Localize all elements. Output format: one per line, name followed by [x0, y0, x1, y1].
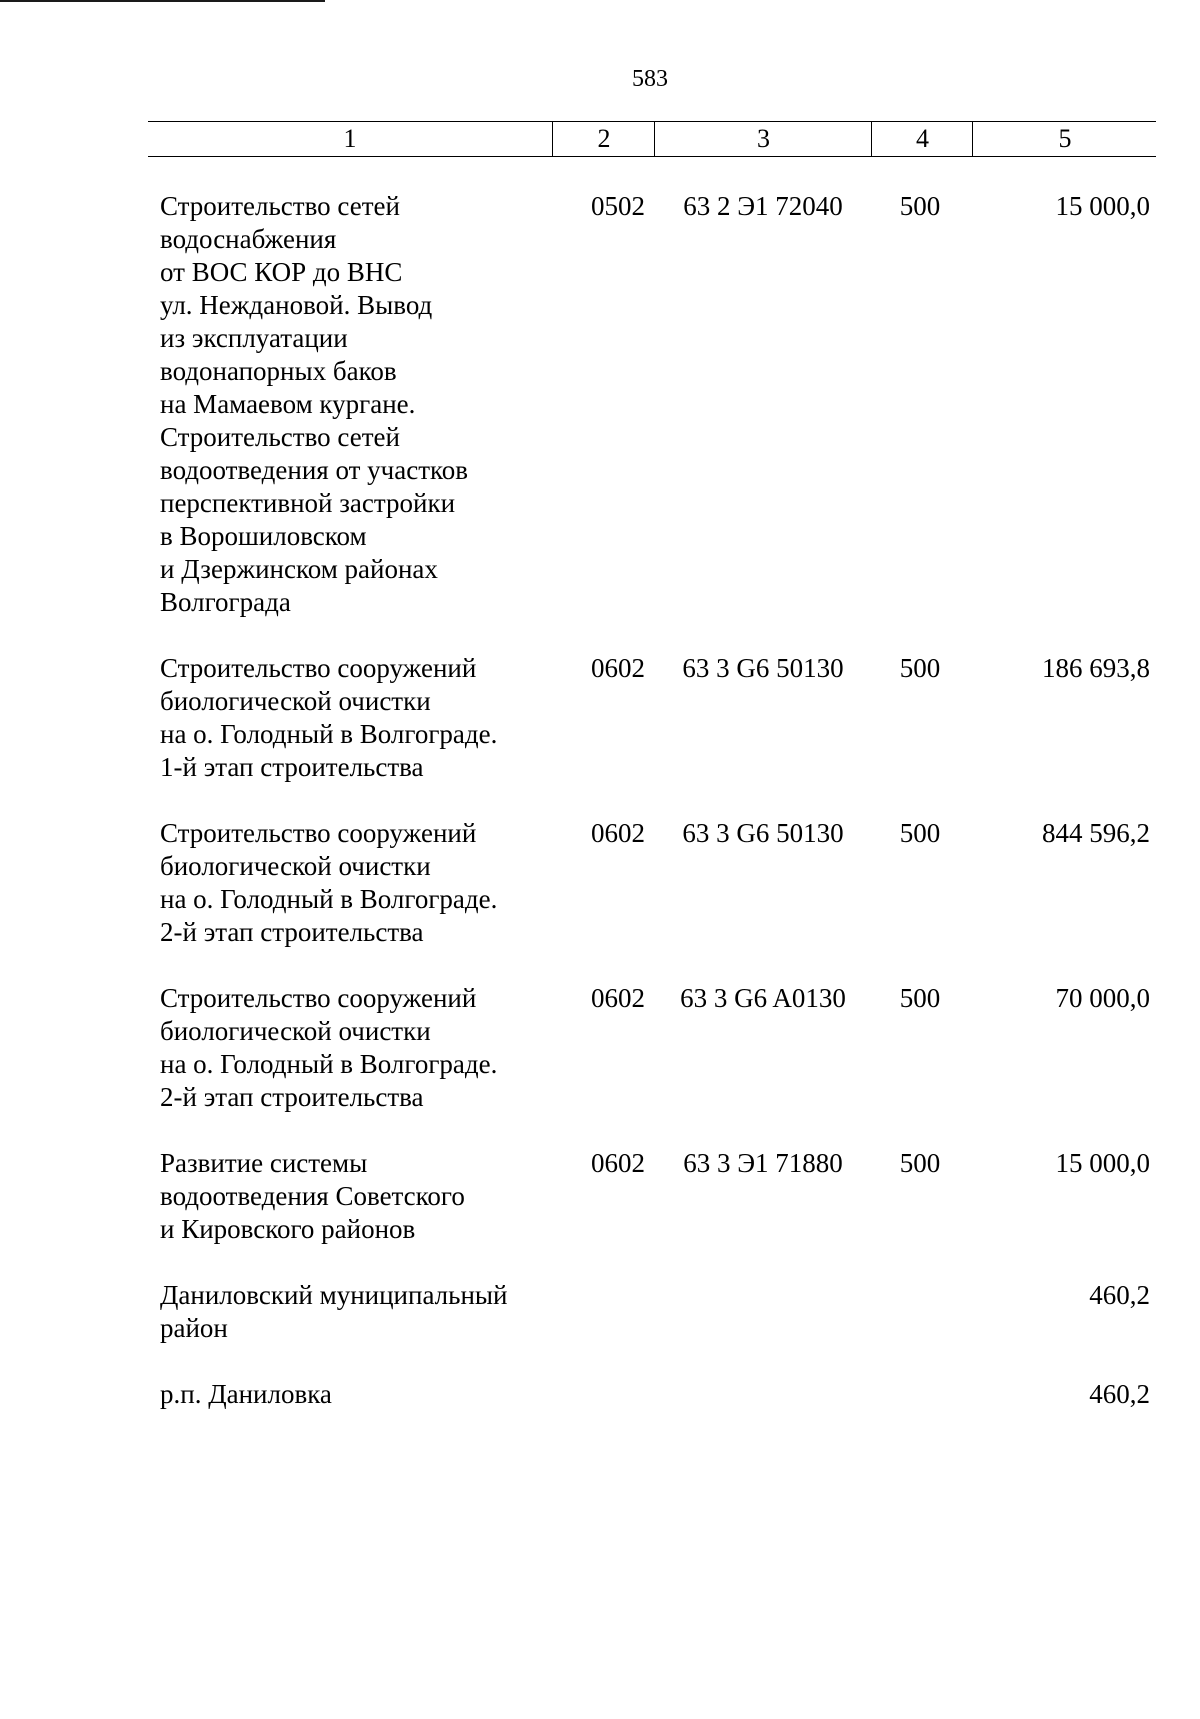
row-code: 63 3 G6 50130 — [682, 818, 844, 848]
row-code: 63 3 Э1 71880 — [683, 1148, 843, 1178]
row-name: Строительство сооружений биологической очистки на о. Голодный в Волгограде. 2-й этап строительства — [160, 818, 498, 947]
table-row — [160, 652, 1150, 784]
row-name: Строительство сооружений биологической очистки на о. Голодный в Волгограде. 1-й этап строительства — [160, 653, 498, 782]
column-header-5: 5 — [972, 122, 1157, 156]
row-code: 63 2 Э1 72040 — [683, 191, 843, 221]
column-header-1: 1 — [343, 124, 357, 153]
row-name: р.п. Даниловка — [160, 1379, 332, 1409]
row-section: 0602 — [591, 1148, 645, 1178]
row-amount: 844 596,2 — [1042, 818, 1150, 848]
table-row — [160, 817, 1150, 949]
page-number: 583 — [632, 66, 668, 92]
row-type: 500 — [899, 653, 941, 683]
table-row — [160, 1279, 1150, 1345]
row-name: Строительство сооружений биологической очистки на о. Голодный в Волгограде. 2-й этап строительства — [160, 983, 498, 1112]
row-amount: 460,2 — [1089, 1379, 1150, 1409]
row-name: Даниловский муниципальный район — [160, 1280, 508, 1343]
column-header-4: 4 — [871, 122, 973, 156]
row-section: 0602 — [591, 653, 645, 683]
table-row — [160, 982, 1150, 1114]
table-header — [148, 121, 1156, 157]
row-type: 500 — [899, 191, 941, 221]
row-amount: 15 000,0 — [1055, 191, 1150, 221]
column-header-3: 3 — [654, 122, 872, 156]
row-code: 63 3 G6 A0130 — [680, 983, 846, 1013]
scan-edge-line — [0, 0, 325, 2]
table-row — [160, 190, 1150, 619]
row-amount: 70 000,0 — [1055, 983, 1150, 1013]
row-amount: 15 000,0 — [1055, 1148, 1150, 1178]
row-type: 500 — [899, 983, 941, 1013]
table-body — [160, 190, 1150, 1444]
row-amount: 186 693,8 — [1042, 653, 1150, 683]
row-type: 500 — [899, 1148, 941, 1178]
row-name: Строительство сетей водоснабжения от ВОС КОР до ВНС ул. Неждановой. Вывод из эксплуатации водонапорных баков на Мамаевом кургане. Строительство сетей водоотведения от участков перспективной застройки в Ворошиловском и Дзержинском районах Волгограда — [160, 191, 469, 617]
row-section: 0602 — [591, 983, 645, 1013]
table-row — [160, 1378, 1150, 1411]
row-name: Развитие системы водоотведения Советского и Кировского районов — [160, 1148, 465, 1244]
row-code: 63 3 G6 50130 — [682, 653, 844, 683]
row-section: 0502 — [591, 191, 645, 221]
row-amount: 460,2 — [1089, 1280, 1150, 1310]
row-type: 500 — [899, 818, 941, 848]
row-section: 0602 — [591, 818, 645, 848]
table-row — [160, 1147, 1150, 1246]
column-header-2: 2 — [552, 122, 655, 156]
